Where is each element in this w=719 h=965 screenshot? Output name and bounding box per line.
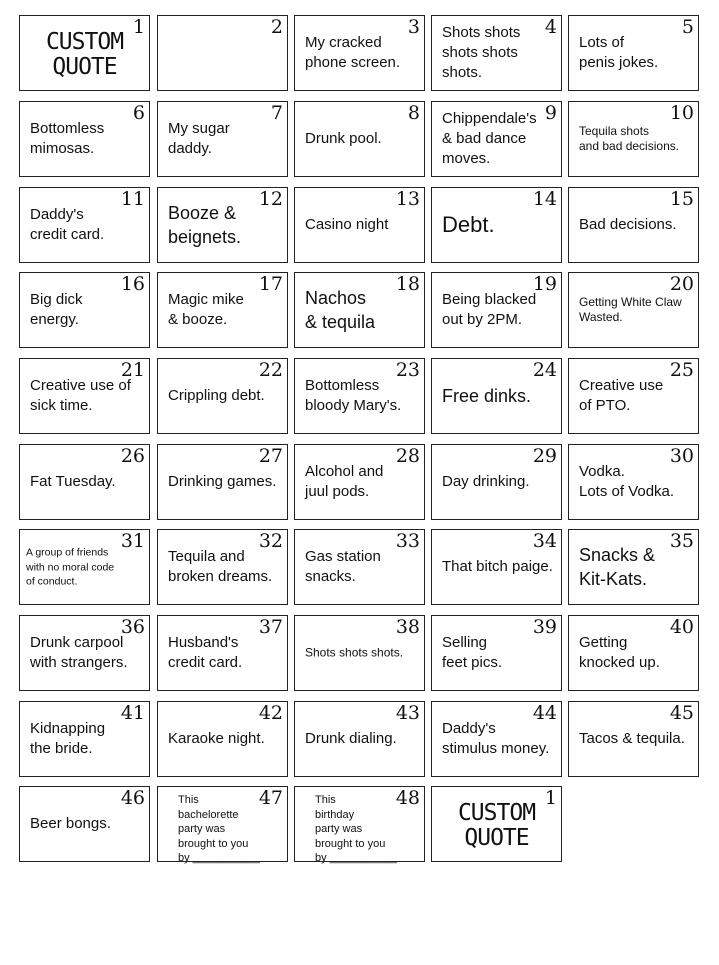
card-text: Drunk carpool with strangers. (30, 634, 128, 671)
card-number: 29 (532, 445, 557, 467)
card-38 (294, 615, 425, 691)
card-number: 26 (120, 445, 145, 467)
card-text: Nachos & tequila (305, 288, 376, 332)
card-text: Beer bongs. (30, 815, 111, 832)
card-number: 18 (395, 273, 420, 295)
card-33 (294, 529, 425, 605)
card-15 (568, 187, 699, 263)
card-40 (568, 615, 699, 691)
card-18 (294, 272, 425, 348)
card-number: 31 (120, 530, 145, 552)
card-number: 22 (258, 359, 283, 381)
card-25 (568, 358, 699, 434)
card-text: Casino night (305, 216, 389, 233)
card-text: Husband's credit card. (168, 634, 243, 671)
card-number: 46 (120, 787, 145, 809)
card-text: Lots of penis jokes. (579, 34, 659, 71)
card-31 (19, 529, 150, 605)
card-text: Tequila shots and bad decisions. (579, 124, 680, 153)
card-17 (157, 272, 288, 348)
card-5 (568, 15, 699, 91)
card-number: 1 (132, 16, 145, 38)
card-text: Day drinking. (442, 473, 530, 490)
card-number: 28 (395, 445, 420, 467)
card-number: 3 (407, 16, 420, 38)
card-text: Shots shots shots shots shots. (442, 24, 521, 81)
card-text: Creative use of sick time. (30, 377, 131, 414)
card-number: 4 (544, 16, 557, 38)
card-number: 10 (669, 102, 694, 124)
card-41 (19, 701, 150, 777)
card-14 (431, 187, 562, 263)
card-text: Drunk dialing. (305, 730, 397, 747)
card-44 (431, 701, 562, 777)
card-6 (19, 101, 150, 177)
card-10 (568, 101, 699, 177)
card-text: Booze & beignets. (168, 203, 242, 247)
card-text: Crippling debt. (168, 387, 265, 404)
card-7 (157, 101, 288, 177)
card-35 (568, 529, 699, 605)
card-42 (157, 701, 288, 777)
card-49 (431, 786, 562, 862)
card-number: 21 (120, 359, 145, 381)
card-number: 20 (669, 273, 694, 295)
card-number: 30 (669, 445, 694, 467)
card-12 (157, 187, 288, 263)
card-number: 14 (532, 188, 557, 210)
card-43 (294, 701, 425, 777)
card-8 (294, 101, 425, 177)
card-number: 38 (395, 616, 420, 638)
card-text: Daddy's stimulus money. (442, 720, 550, 757)
card-number: 40 (669, 616, 694, 638)
card-number: 42 (258, 702, 283, 724)
card-36 (19, 615, 150, 691)
card-text: Big dick energy. (30, 291, 83, 328)
card-number: 41 (120, 702, 145, 724)
custom-quote-text: CUSTOM QUOTE (45, 29, 124, 80)
card-text: Selling feet pics. (442, 634, 503, 671)
card-21 (19, 358, 150, 434)
card-29 (431, 444, 562, 520)
card-9 (431, 101, 562, 177)
card-text: Free dinks. (442, 386, 532, 406)
card-32 (157, 529, 288, 605)
card-text: Gas station snacks. (305, 548, 381, 585)
card-text: Bottomless mimosas. (30, 120, 105, 157)
card-46 (19, 786, 150, 862)
card-number: 25 (669, 359, 694, 381)
card-number: 37 (258, 616, 283, 638)
card-22 (157, 358, 288, 434)
card-text: Snacks & Kit-Kats. (579, 545, 656, 589)
card-34 (431, 529, 562, 605)
card-1 (19, 15, 150, 91)
card-number: 8 (407, 102, 420, 124)
card-number: 36 (120, 616, 145, 638)
card-number: 34 (532, 530, 557, 552)
card-37 (157, 615, 288, 691)
card-number: 17 (258, 273, 283, 295)
card-text: Getting White Claw Wasted. (579, 295, 682, 324)
card-number: 23 (395, 359, 420, 381)
card-text: Fat Tuesday. (30, 473, 116, 490)
card-30 (568, 444, 699, 520)
card-number: 33 (395, 530, 420, 552)
card-text: Vodka. Lots of Vodka. (579, 463, 675, 500)
card-number: 11 (120, 188, 145, 210)
card-text: Chippendale's & bad dance moves. (442, 110, 537, 167)
card-number: 45 (669, 702, 694, 724)
card-text: A group of friends with no moral code of conduct. (26, 546, 115, 588)
card-text: Alcohol and juul pods. (305, 463, 384, 500)
card-39 (431, 615, 562, 691)
card-text: Debt. (442, 212, 495, 237)
card-11 (19, 187, 150, 263)
card-text: Kidnapping the bride. (30, 720, 106, 757)
card-number: 16 (120, 273, 145, 295)
card-24 (431, 358, 562, 434)
card-text: Magic mike & booze. (168, 291, 244, 328)
card-text: Karaoke night. (168, 730, 265, 747)
card-16 (19, 272, 150, 348)
card-text: Bad decisions. (579, 216, 677, 233)
card-20 (568, 272, 699, 348)
card-text: Being blacked out by 2PM. (442, 291, 537, 328)
card-text: That bitch paige. (442, 558, 553, 575)
card-text: Drinking games. (168, 473, 277, 490)
card-text: This birthday party was brought to you by ___________ (315, 794, 397, 864)
card-number: 2 (270, 16, 283, 38)
card-23 (294, 358, 425, 434)
card-number: 6 (132, 102, 145, 124)
card-number: 19 (532, 273, 557, 295)
card-number: 13 (395, 188, 420, 210)
card-text: Creative use of PTO. (579, 377, 664, 414)
card-text: My cracked phone screen. (305, 34, 401, 71)
card-number: 32 (258, 530, 283, 552)
card-number: 15 (669, 188, 694, 210)
card-text: Daddy's credit card. (30, 206, 105, 243)
card-27 (157, 444, 288, 520)
card-number: 35 (669, 530, 694, 552)
card-text: Shots shots shots. (305, 645, 404, 660)
card-26 (19, 444, 150, 520)
card-number: 47 (258, 787, 283, 809)
card-number: 39 (532, 616, 557, 638)
card-text: Bottomless bloody Mary's. (305, 377, 402, 414)
card-3 (294, 15, 425, 91)
card-19 (431, 272, 562, 348)
card-number: 27 (258, 445, 283, 467)
card-text: This bachelorette party was brought to you by ___________ (178, 794, 260, 864)
card-number: 24 (532, 359, 557, 381)
card-number: 7 (270, 102, 283, 124)
card-number: 9 (544, 102, 557, 124)
card-2 (157, 15, 288, 91)
card-28 (294, 444, 425, 520)
card-number: 5 (681, 16, 694, 38)
card-number: 43 (395, 702, 420, 724)
card-45 (568, 701, 699, 777)
card-4 (431, 15, 562, 91)
card-number: 48 (395, 787, 420, 809)
custom-quote-text: CUSTOM QUOTE (457, 800, 536, 851)
card-number: 44 (532, 702, 557, 724)
card-text: Tacos & tequila. (579, 730, 685, 747)
card-48 (294, 786, 425, 862)
card-text: Getting knocked up. (579, 634, 660, 671)
card-47 (157, 786, 288, 862)
card-number: 1 (544, 787, 557, 809)
card-text: Drunk pool. (305, 130, 382, 147)
card-text: My sugar daddy. (168, 120, 230, 157)
card-13 (294, 187, 425, 263)
card-text: Tequila and broken dreams. (168, 548, 273, 585)
card-number: 12 (258, 188, 283, 210)
